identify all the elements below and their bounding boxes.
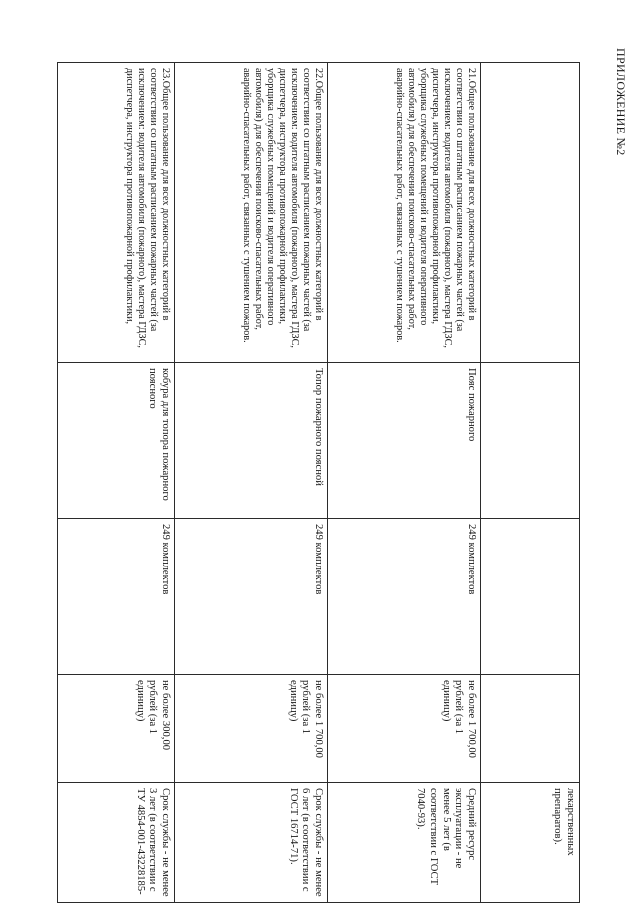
cell-note: Средний ресурс эксплуатации - не менее 5 лет (в соответствии с ГОСТ 7040-93). bbox=[328, 783, 481, 903]
cell-price: не более 1 700,00 рублей (за 1 единицу) bbox=[328, 675, 481, 783]
cell-description bbox=[481, 63, 580, 363]
cell-quantity: 249 комплектов bbox=[328, 519, 481, 675]
table-row bbox=[58, 63, 175, 903]
cell-price bbox=[481, 675, 580, 783]
cell-item: кобура для топора пожарного поясного bbox=[58, 363, 175, 519]
cell-price: не более 1 700,00 рублей (за 1 единицу) bbox=[175, 675, 328, 783]
cell-note: Срок службы - не менее 3 лет (в соответствии с ТУ 4854-001-43228185- bbox=[58, 783, 175, 903]
cell-description: 21.Общее пользование для всех должностных категорий в соответствии со штатным расписанием пожарных частей (за исключением: водителя автомобиля (пожарного), мастера ГДЗС, диспетчера, инструктора противопожарной профилактики, уборщика служебных помещений и водителя оперативного автомобиля) для обеспечения поисково-спасательных работ, аварийно-спасательных работ, связанных с тушением пожаров. bbox=[328, 63, 481, 363]
appendix-label: ПРИЛОЖЕНИЕ №2 bbox=[614, 48, 628, 156]
cell-price: не более 300,00 рублей (за 1 единицу) bbox=[58, 675, 175, 783]
cell-item: Топор пожарного поясной bbox=[175, 363, 328, 519]
cell-note: лекарственных препаратов). bbox=[481, 783, 580, 903]
cell-description: 23.Общее пользование для всех должностных категорий в соответствии со штатным расписанием пожарных частей (за исключением: водителя автомобиля (пожарного), мастера ГДЗС, диспетчера, инструктора противопожарной профилактики, bbox=[58, 63, 175, 363]
table-row bbox=[175, 63, 328, 903]
table-row bbox=[481, 63, 580, 903]
cell-description: 22.Общее пользование для всех должностных категорий в соответствии со штатным расписанием пожарных частей (за исключением: водителя автомобиля (пожарного), мастера ГДЗС, диспетчера, инструктора противопожарной профилактики, уборщика служебных помещений и водителя оперативного автомобиля) для обеспечения поисково-спасательных работ, аварийно-спасательных работ, связанных с тушением пожаров. bbox=[175, 63, 328, 363]
table-row bbox=[328, 63, 481, 903]
cell-quantity bbox=[481, 519, 580, 675]
cell-quantity: 249 комплектов bbox=[58, 519, 175, 675]
cell-item: Пояс пожарного bbox=[328, 363, 481, 519]
cell-item bbox=[481, 363, 580, 519]
cell-note: Срок службы - не менее 6 лет (в соответствии с ГОСТ 16714-71). bbox=[175, 783, 328, 903]
cell-quantity: 249 комплектов bbox=[175, 519, 328, 675]
equipment-table bbox=[57, 62, 580, 903]
